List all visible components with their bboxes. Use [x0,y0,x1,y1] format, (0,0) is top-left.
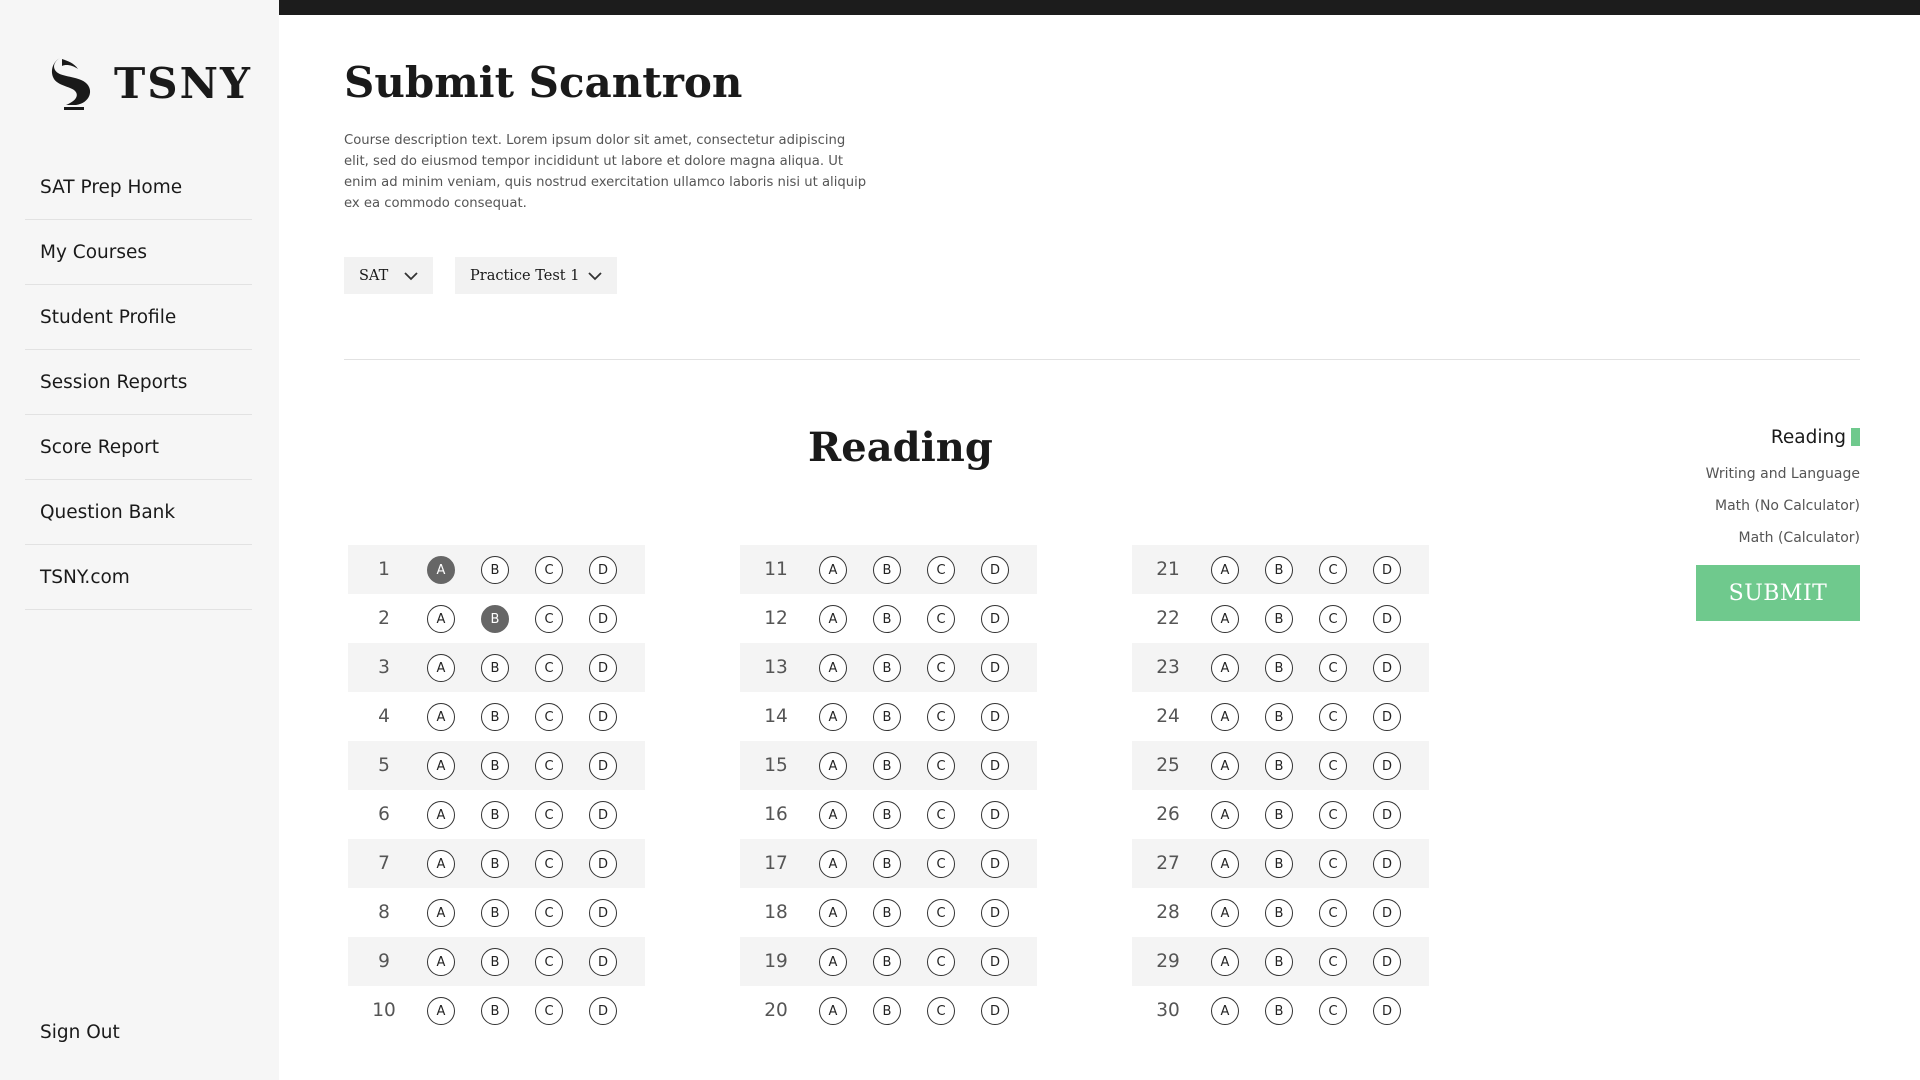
question-number: 21 [1156,559,1180,580]
answer-column-3 [1132,545,1429,1035]
answer-bubble-b[interactable]: B [481,752,509,780]
question-number: 23 [1156,657,1180,678]
question-row [740,545,1037,594]
question-number: 8 [378,902,390,923]
section-item-math-no-calculator[interactable] [1706,490,1860,522]
answer-bubble-c[interactable]: C [535,654,563,682]
exam-select[interactable] [344,257,433,294]
answer-bubble-b[interactable]: B [873,997,901,1025]
tsny-logo-icon [48,55,100,111]
answer-bubble-b[interactable]: B [873,654,901,682]
answer-bubble-c[interactable]: C [927,752,955,780]
answer-bubble-c[interactable]: C [1319,654,1347,682]
answer-bubble-a[interactable]: A [819,948,847,976]
answer-bubble-d[interactable]: D [589,752,617,780]
question-row [740,790,1037,839]
answer-bubble-c[interactable]: C [535,948,563,976]
question-number: 26 [1156,804,1180,825]
sidebar-item-session-reports[interactable]: Session Reports [25,350,252,415]
answer-bubble-c[interactable]: C [535,997,563,1025]
question-row [740,986,1037,1035]
sidebar-item-student-profile[interactable]: Student Profile [25,285,252,350]
answer-bubble-b[interactable]: B [873,703,901,731]
answer-bubble-a[interactable]: A [819,703,847,731]
question-number: 22 [1156,608,1180,629]
answer-bubble-a[interactable]: A [819,605,847,633]
answer-bubble-d[interactable]: D [981,948,1009,976]
question-row [1132,594,1429,643]
answer-bubble-b[interactable]: B [1265,556,1293,584]
question-number: 20 [764,1000,788,1021]
answer-bubble-a[interactable]: A [819,752,847,780]
answer-bubble-d[interactable]: D [981,605,1009,633]
answer-bubble-b[interactable]: B [481,997,509,1025]
answer-bubble-a[interactable]: A [427,948,455,976]
answer-bubble-c[interactable]: C [927,556,955,584]
answer-column-1 [348,545,645,1035]
answer-bubble-a[interactable]: A [427,703,455,731]
question-row [740,594,1037,643]
section-item-label: Math (Calculator) [1738,530,1860,546]
answer-bubble-d[interactable]: D [589,899,617,927]
question-number: 15 [764,755,788,776]
answer-bubble-b[interactable]: B [873,899,901,927]
exam-select-value: SAT [359,267,389,284]
answer-bubble-c[interactable]: C [1319,752,1347,780]
answer-bubble-d[interactable]: D [981,801,1009,829]
question-number: 3 [378,657,390,678]
answer-bubble-d[interactable]: D [1373,654,1401,682]
answer-bubble-b[interactable]: B [481,654,509,682]
answer-bubble-c[interactable]: C [1319,997,1347,1025]
submit-button[interactable]: SUBMIT [1696,565,1860,621]
answer-bubble-b[interactable]: B [481,801,509,829]
answer-bubble-c[interactable]: C [927,703,955,731]
question-row [1132,888,1429,937]
answer-bubble-d[interactable]: D [981,752,1009,780]
question-number: 6 [378,804,390,825]
answer-bubble-d[interactable]: D [589,556,617,584]
answer-bubble-a[interactable]: A [1211,801,1239,829]
answer-bubble-b[interactable]: B [873,948,901,976]
answer-bubble-b[interactable]: B [481,899,509,927]
question-row [348,839,645,888]
answer-bubble-d[interactable]: D [1373,752,1401,780]
sidebar [0,0,279,1080]
sidebar-item-my-courses[interactable]: My Courses [25,220,252,285]
answer-bubble-a[interactable]: A [427,556,455,584]
question-row [348,692,645,741]
active-section-marker [1851,428,1860,446]
question-row [740,692,1037,741]
answer-bubble-c[interactable]: C [927,899,955,927]
question-row [740,643,1037,692]
question-row [348,545,645,594]
question-number: 13 [764,657,788,678]
question-row [740,839,1037,888]
logo[interactable] [48,52,252,114]
answer-bubble-a[interactable]: A [1211,899,1239,927]
question-number: 14 [764,706,788,727]
answer-bubble-b[interactable]: B [481,605,509,633]
answer-bubble-a[interactable]: A [819,997,847,1025]
answer-bubble-c[interactable]: C [535,850,563,878]
answer-bubble-a[interactable]: A [1211,703,1239,731]
course-description: Course description text. Lorem ipsum dolor sit amet, consectetur adipiscing elit, sed do eiusmod tempor incididunt ut labore et dolore magna aliqua. Ut enim ad minim veniam, quis nostrud exercitation ullamco laboris nisi ut aliquip ex ea commodo consequat. [344,133,867,211]
answer-bubble-d[interactable]: D [981,997,1009,1025]
question-row [348,741,645,790]
answer-bubble-b[interactable]: B [1265,899,1293,927]
question-row [1132,545,1429,594]
answer-bubble-d[interactable]: D [981,556,1009,584]
brand-name: TSNY [114,58,252,108]
answer-bubble-d[interactable]: D [1373,899,1401,927]
page-title: Submit Scantron [344,58,743,107]
divider [344,359,1860,360]
answer-bubble-b[interactable]: B [1265,605,1293,633]
answer-bubble-a[interactable]: A [819,899,847,927]
answer-bubble-b[interactable]: B [873,850,901,878]
answer-bubble-a[interactable]: A [1211,997,1239,1025]
answer-bubble-d[interactable]: D [589,948,617,976]
question-number: 25 [1156,755,1180,776]
answer-bubble-b[interactable]: B [873,801,901,829]
answer-bubble-c[interactable]: C [535,899,563,927]
answer-bubble-d[interactable]: D [589,654,617,682]
answer-bubble-c[interactable]: C [1319,556,1347,584]
answer-bubble-a[interactable]: A [427,752,455,780]
answer-bubble-b[interactable]: B [1265,850,1293,878]
answer-bubble-b[interactable]: B [1265,654,1293,682]
answer-bubble-b[interactable]: B [481,948,509,976]
question-number: 7 [378,853,390,874]
answer-bubble-c[interactable]: C [1319,801,1347,829]
answer-bubble-b[interactable]: B [873,556,901,584]
answer-bubble-a[interactable]: A [427,654,455,682]
question-number: 18 [764,902,788,923]
question-number: 12 [764,608,788,629]
section-item-label: Math (No Calculator) [1715,498,1860,514]
answer-bubble-a[interactable]: A [819,801,847,829]
answer-bubble-b[interactable]: B [481,703,509,731]
question-row [1132,937,1429,986]
question-row [348,937,645,986]
answer-bubble-a[interactable]: A [1211,752,1239,780]
answer-bubble-c[interactable]: C [1319,850,1347,878]
section-title: Reading [808,424,993,471]
answer-bubble-d[interactable]: D [589,850,617,878]
question-row [1132,986,1429,1035]
question-row [740,937,1037,986]
sidebar-item-sat-prep-home[interactable]: SAT Prep Home [25,155,252,220]
sign-out-link[interactable]: Sign Out [40,1022,120,1043]
answer-bubble-b[interactable]: B [1265,752,1293,780]
question-number: 16 [764,804,788,825]
practice-test-select-value: Practice Test 1 [470,267,580,284]
section-item-reading[interactable] [1706,416,1860,458]
answer-bubble-c[interactable]: C [535,605,563,633]
sidebar-nav [25,155,252,610]
answer-bubble-a[interactable]: A [427,605,455,633]
answer-bubble-b[interactable]: B [1265,997,1293,1025]
question-row [1132,839,1429,888]
answer-bubble-b[interactable]: B [873,752,901,780]
question-number: 9 [378,951,390,972]
answer-bubble-a[interactable]: A [819,654,847,682]
answer-bubble-b[interactable]: B [1265,801,1293,829]
answer-bubble-d[interactable]: D [981,654,1009,682]
answer-bubble-a[interactable]: A [1211,850,1239,878]
sidebar-item-tsny-com[interactable]: TSNY.com [25,545,252,610]
question-row [1132,741,1429,790]
question-row [1132,643,1429,692]
question-number: 19 [764,951,788,972]
answer-bubble-c[interactable]: C [1319,703,1347,731]
answer-bubble-d[interactable]: D [1373,997,1401,1025]
question-row [348,594,645,643]
answer-bubble-c[interactable]: C [1319,605,1347,633]
sidebar-item-score-report[interactable]: Score Report [25,415,252,480]
answer-bubble-b[interactable]: B [1265,703,1293,731]
answer-bubble-a[interactable]: A [427,801,455,829]
answer-bubble-c[interactable]: C [535,801,563,829]
practice-test-select[interactable] [455,257,617,294]
answer-bubble-c[interactable]: C [535,752,563,780]
answer-bubble-c[interactable]: C [927,948,955,976]
answer-bubble-a[interactable]: A [819,850,847,878]
answer-bubble-c[interactable]: C [927,850,955,878]
question-number: 1 [378,559,390,580]
answer-bubble-d[interactable]: D [1373,850,1401,878]
answer-bubble-d[interactable]: D [981,850,1009,878]
answer-bubble-d[interactable]: D [1373,556,1401,584]
answer-bubble-b[interactable]: B [481,556,509,584]
question-number: 10 [372,1000,396,1021]
answer-bubble-a[interactable]: A [1211,556,1239,584]
question-row [740,741,1037,790]
answer-bubble-c[interactable]: C [927,605,955,633]
answer-bubble-a[interactable]: A [427,899,455,927]
answer-column-2 [740,545,1037,1035]
answer-bubble-a[interactable]: A [1211,948,1239,976]
question-number: 2 [378,608,390,629]
answer-bubble-b[interactable]: B [873,605,901,633]
question-number: 5 [378,755,390,776]
answer-bubble-d[interactable]: D [589,997,617,1025]
question-number: 11 [764,559,788,580]
question-row [740,888,1037,937]
chevron-down-icon [403,268,419,284]
answer-bubble-c[interactable]: C [927,997,955,1025]
answer-bubble-c[interactable]: C [535,556,563,584]
question-row [1132,790,1429,839]
answer-bubble-d[interactable]: D [981,703,1009,731]
chevron-down-icon [587,268,603,284]
answer-bubble-d[interactable]: D [589,703,617,731]
question-number: 27 [1156,853,1180,874]
section-item-math-calculator[interactable] [1706,522,1860,554]
answer-bubble-b[interactable]: B [481,850,509,878]
question-row [348,888,645,937]
answer-bubble-d[interactable]: D [1373,948,1401,976]
section-item-label: Reading [1770,426,1846,448]
top-bar [279,0,1920,15]
answer-bubble-c[interactable]: C [535,703,563,731]
answer-bubble-b[interactable]: B [1265,948,1293,976]
question-row [348,790,645,839]
answer-bubble-a[interactable]: A [1211,654,1239,682]
answer-bubble-d[interactable]: D [1373,605,1401,633]
answer-bubble-a[interactable]: A [1211,605,1239,633]
question-number: 17 [764,853,788,874]
question-number: 28 [1156,902,1180,923]
question-row [1132,692,1429,741]
answer-bubble-a[interactable]: A [427,850,455,878]
section-item-label: Writing and Language [1705,466,1860,482]
answer-bubble-d[interactable]: D [589,801,617,829]
answer-bubble-d[interactable]: D [1373,801,1401,829]
question-number: 4 [378,706,390,727]
question-number: 29 [1156,951,1180,972]
answer-bubble-d[interactable]: D [589,605,617,633]
answer-bubble-c[interactable]: C [927,654,955,682]
answer-bubble-c[interactable]: C [1319,899,1347,927]
answer-bubble-c[interactable]: C [1319,948,1347,976]
section-nav [1706,416,1860,554]
answer-bubble-a[interactable]: A [819,556,847,584]
answer-bubble-c[interactable]: C [927,801,955,829]
question-row [348,643,645,692]
question-number: 30 [1156,1000,1180,1021]
section-item-writing-and-language[interactable] [1706,458,1860,490]
question-number: 24 [1156,706,1180,727]
answer-bubble-d[interactable]: D [1373,703,1401,731]
question-row [348,986,645,1035]
sidebar-item-question-bank[interactable]: Question Bank [25,480,252,545]
answer-bubble-d[interactable]: D [981,899,1009,927]
answer-bubble-a[interactable]: A [427,997,455,1025]
